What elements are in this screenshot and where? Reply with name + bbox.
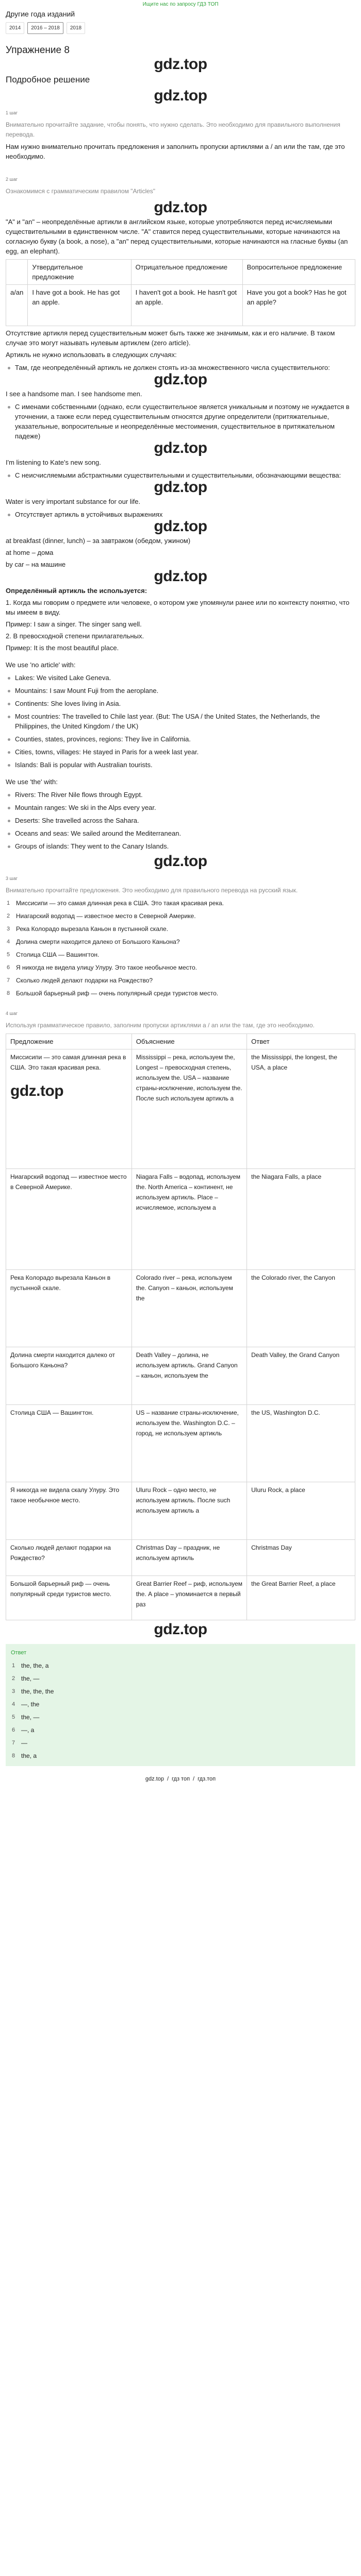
years-title: Другие года изданий [6,10,75,18]
year-tab[interactable]: 2016 – 2018 [27,22,63,34]
list-item: Groups of islands: They went to the Canary Islands. [6,841,355,851]
table-cell: Uluru Rock – одно место, не используем артикль. После such используем артикль a [132,1482,247,1540]
list-item: Most countries: The travelled to Chile last year. (But: The USA / the United States, the Netherlands, the Philippines, the United Kingdom / the UK) [6,711,355,731]
step-instruction: Внимательно прочитайте предложения. Это необходимо для правильного перевода на русский язык. [6,887,298,894]
articles-table [6,259,355,326]
table-cell: the Great Barrier Reef, a place [247,1576,355,1620]
table-cell: Mississippi – река, используем the, Longest – превосходная степень, используем the. USA – название страны-исключение, используем the. После such используем артикль a [132,1049,247,1169]
watermark: gdz.top [154,853,207,870]
rule-text: "A" и "an" – неопределённые артикли в английском языке, которые употребляются перед исчисляемыми существительными в единственном числе. "A" ставится перед существительными, которые начинаются на согласную букву (a book, a nose), а "an" перед существительными, которые начинаются на гласные буквы (an egg, an elephant). [6,218,348,255]
table-cell: the Mississippi, the longest, the USA, a place [247,1049,355,1169]
table-cell [6,1049,132,1169]
table-cell: the US, Washington D.C. [247,1405,355,1482]
list-item: Mountains: I saw Mount Fuji from the aeroplane. [6,686,355,696]
footer-link[interactable]: гдз.топ [198,1776,216,1782]
watermark: gdz.top [10,1082,64,1099]
list-item: С именами собственными (однако, если существительное является уникальным и поэтому не нуждается в уточнении, а также если перед существительным относятся другие определители (притяжательные, указательные, вопросительные и неопределённые местоимения, существительное в притяжательном падеже) [6,402,355,441]
list-item: Counties, states, provinces, regions: They live in California. [6,734,355,744]
rule-list [6,363,355,372]
example-text: I see a handsome man. I see handsome men. [6,390,142,398]
rule-text: 2. В превосходной степени прилагательных. [6,632,144,640]
answer-list [11,1661,350,1761]
step-instruction: Используя грамматическое правило, заполним пропуски артиклями a / an или the там, где это необходимо. [6,1022,315,1029]
step-label: 4 шаг [6,1011,18,1016]
table-cell: Я никогда не видела скалу Улуру. Это такое необычное место. [6,1482,132,1540]
answer-item: 8 the, a [11,1751,350,1761]
footer-separator: / [193,1776,195,1782]
list-item: Rivers: The River Nile flows through Egypt. [6,790,355,800]
list-item: Continents: She loves living in Asia. [6,699,355,708]
table-header: Отрицательное предложение [131,260,242,285]
list-item: 3 Река Колорадо вырезала Каньон в пустынной скале. [6,924,355,934]
table-cell: Niagara Falls – водопад, используем the. North America – континент, не используем артикль. Place – исчисляемое, используем a [132,1169,247,1270]
table-header: Объяснение [132,1034,247,1049]
step-label: 2 шаг [6,177,18,182]
watermark: gdz.top [154,87,207,104]
watermark: gdz.top [154,199,207,216]
answer-item: 2 the, — [11,1674,350,1684]
table-cell: Столица США — Вашингтон. [6,1405,132,1482]
step-text: Нам нужно внимательно прочитать предложения и заполнить пропуски артиклями a / an или the там, где это необходимо. [6,143,345,160]
rule-list [6,470,355,480]
table-cell: Uluru Rock, a place [247,1482,355,1540]
rule-text: 1. Когда мы говорим о предмете или человеке, о котором уже упомянули ранее или по контексту понятно, что мы имеем в виду. [6,599,350,616]
watermark: gdz.top [154,568,207,585]
example-text: Пример: It is the most beautiful place. [6,644,119,652]
table-cell: Сколько людей делают подарки на Рождество? [6,1540,132,1576]
list-item: Там, где неопределённый артикль не должен стоять из-за множественного числа существительного: [6,363,355,372]
footer-separator: / [167,1776,169,1782]
watermark: gdz.top [154,479,207,496]
translation-list [6,899,355,998]
table-cell: I haven't got a book. He hasn't got an apple. [131,285,242,326]
table-cell: I have got a book. He has got an apple. [28,285,131,326]
list-item: Deserts: She travelled across the Sahara. [6,816,355,825]
list-item: Mountain ranges: We ski in the Alps every year. [6,803,355,812]
answer-box [6,1644,355,1766]
top-link[interactable]: Ищите нас по запросу ГДЗ ТОП [142,2,219,7]
no-article-list [6,673,355,770]
example-text: at home – дома [6,549,54,556]
list-item: Отсутствует артикль в устойчивых выражениях [6,510,355,519]
sentence: Миссисипи — это самая длинная река в США. Это такая красивая река. [10,1054,126,1071]
table-cell: Christmas Day – праздник, не используем артикль [132,1540,247,1576]
table-cell: Death Valley, the Grand Canyon [247,1347,355,1405]
table-cell: US – название страны-исключение, используем the. Washington D.C. – город, не используем артикль [132,1405,247,1482]
example-text: at breakfast (dinner, lunch) – за завтраком (обедом, ужином) [6,537,191,545]
table-header: Утвердительное предложение [28,260,131,285]
table-cell: Долина смерти находится далеко от Большого Каньона? [6,1347,132,1405]
rule-heading: We use 'no article' with: [6,661,76,669]
example-text: I'm listening to Kate's new song. [6,459,101,466]
list-item: Oceans and seas: We sailed around the Mediterranean. [6,828,355,838]
year-tab[interactable]: 2018 [67,22,85,34]
solution-title: Подробное решение [6,75,90,84]
rule-text: Артикль не нужно использовать в следующих случаях: [6,351,177,359]
step-instruction: Внимательно прочитайте задание, чтобы понять, что нужно сделать. Это необходимо для правильного выполнения перевода. [6,121,340,138]
table-cell: the Niagara Falls, a place [247,1169,355,1270]
rule-list [6,402,355,441]
answer-label: Ответ [11,1650,27,1656]
footer-link[interactable]: gdz.top [145,1776,164,1782]
list-item: Islands: Bali is popular with Australian tourists. [6,760,355,770]
list-item: Cities, towns, villages: He stayed in Paris for a week last year. [6,747,355,757]
list-item: 4 Долина смерти находится далеко от Большого Каньона? [6,937,355,947]
footer-link[interactable]: гдз топ [172,1776,190,1782]
answer-item: 5 the, — [11,1713,350,1722]
year-tab[interactable]: 2014 [6,22,24,34]
example-text: Пример: I saw a singer. The singer sang well. [6,620,142,628]
step-label: 3 шаг [6,876,18,881]
list-item: 6 Я никогда не видела улицу Улуру. Это такое необычное место. [6,963,355,973]
table-cell: Ниагарский водопад — известное место в Северной Америке. [6,1169,132,1270]
answer-item: 7 — [11,1738,350,1748]
watermark: gdz.top [154,371,207,388]
years-tabs [6,22,355,34]
list-item: Lakes: We visited Lake Geneva. [6,673,355,683]
table-cell: a/an [6,285,28,326]
solution-table [6,1033,355,1620]
answer-item: 3 the, the, the [11,1687,350,1697]
table-cell: Большой барьерный риф — очень популярный среди туристов место. [6,1576,132,1620]
answer-item: 6 —, a [11,1725,350,1735]
example-text: Water is very important substance for our life. [6,498,141,505]
list-item: 1 Миссисипи — это самая длинная река в США. Это такая красивая река. [6,899,355,908]
table-header: Предложение [6,1034,132,1049]
rule-list [6,510,355,519]
footer [6,1774,355,1784]
table-cell: the Colorado river, the Canyon [247,1270,355,1347]
example-text: by car – на машине [6,561,66,568]
answer-item: 1 the, the, a [11,1661,350,1671]
watermark: gdz.top [154,439,207,456]
exercise-title: Упражнение 8 [6,45,70,56]
list-item: С неисчисляемыми абстрактными существительными и существительными, обозначающими вещества: [6,470,355,480]
table-cell: Река Колорадо вырезала Каньон в пустынной скале. [6,1270,132,1347]
rule-text: Отсутствие артикля перед существительным может быть также же значимым, как и его наличие. В таком случае это могут называть нулевым артиклем (zero article). [6,329,335,347]
list-item: 2 Ниагарский водопад — известное место в Северной Америке. [6,911,355,921]
watermark: gdz.top [154,56,207,73]
table-cell: Great Barrier Reef – риф, используем the. А place – упоминается в первый раз [132,1576,247,1620]
watermark: gdz.top [154,518,207,535]
watermark: gdz.top [154,1621,207,1638]
rule-heading: Определённый артикль the используется: [6,587,147,595]
table-header: Ответ [247,1034,355,1049]
list-item: 7 Сколько людей делают подарки на Рождество? [6,976,355,986]
table-header [6,260,28,285]
answer-item: 4 —, the [11,1700,350,1709]
rule-heading: We use 'the' with: [6,778,58,786]
list-item: 5 Столица США — Вашингтон. [6,950,355,960]
table-cell: Have you got a book? Has he got an apple? [242,285,355,326]
step-label: 1 шаг [6,110,18,115]
step-instruction: Ознакомимся с грамматическим правилом "Articles" [6,188,156,195]
table-cell: Christmas Day [247,1540,355,1576]
table-cell: Colorado river – река, используем the. Canyon – каньон, используем the [132,1270,247,1347]
table-header: Вопросительное предложение [242,260,355,285]
the-list [6,790,355,851]
table-cell: Death Valley – долина, не используем артикль. Grand Canyon – каньон, используем the [132,1347,247,1405]
list-item: 8 Большой барьерный риф — очень популярный среди туристов место. [6,989,355,998]
